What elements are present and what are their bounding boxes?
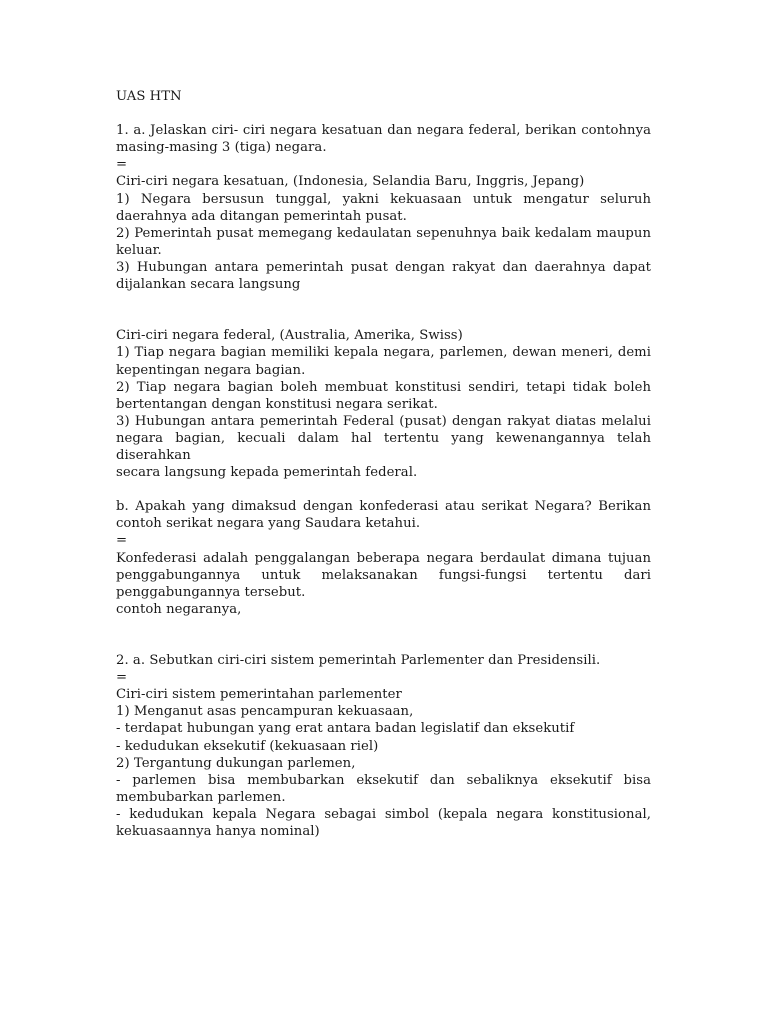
- federal-item-line: negara bagian, kecuali dalam hal tertentu yang kewenangannya telah diserahkan: [116, 430, 651, 463]
- q2a-question: 2. a. Sebutkan ciri-ciri sistem pemerintah Parlementer dan Presidensili.: [116, 653, 601, 669]
- q1a-equals: =: [116, 157, 128, 173]
- federal-item-line: 3) Hubungan antara pemerintah Federal (pusat) dengan rakyat diatas melalui: [116, 413, 651, 429]
- kesatuan-item-line: 2) Pemerintah pusat memegang kedaulatan sepenuhnya baik kedalam maupun: [116, 225, 651, 241]
- federal-item-line: 2) Tiap negara bagian boleh membuat konstitusi sendiri, tetapi tidak boleh: [116, 379, 651, 395]
- federal-item-line: secara langsung kepada pemerintah federal.: [116, 465, 418, 481]
- parlementer-item-line: - kedudukan eksekutif (kekuasaan riel): [116, 738, 379, 754]
- federal-heading: Ciri-ciri negara federal, (Australia, Amerika, Swiss): [116, 328, 463, 344]
- federal-item-line: bertentangan dengan konstitusi negara serikat.: [116, 396, 438, 412]
- q1b-answer-line: penggabungannya untuk melaksanakan fungsi-fungsi tertentu dari: [116, 567, 651, 583]
- document-page: [116, 88, 651, 840]
- parlementer-item-line: 1) Menganut asas pencampuran kekuasaan,: [116, 704, 414, 720]
- kesatuan-item-line: daerahnya ada ditangan pemerintah pusat.: [116, 208, 407, 224]
- q1b-question-line-2: contoh serikat negara yang Saudara ketahui.: [116, 516, 421, 532]
- q2a-equals: =: [116, 670, 128, 686]
- kesatuan-heading: Ciri-ciri negara kesatuan, (Indonesia, Selandia Baru, Inggris, Jepang): [116, 174, 585, 190]
- q1a-question-line-1: 1. a. Jelaskan ciri- ciri negara kesatuan dan negara federal, berikan contohnya: [116, 123, 651, 139]
- parlementer-item-line: 2) Tergantung dukungan parlemen,: [116, 755, 356, 771]
- federal-item-line: kepentingan negara bagian.: [116, 362, 306, 378]
- kesatuan-item-line: dijalankan secara langsung: [116, 277, 301, 293]
- parlementer-item-line: - terdapat hubungan yang erat antara badan legislatif dan eksekutif: [116, 721, 575, 737]
- q1b-answer-line: Konfederasi adalah penggalangan beberapa negara berdaulat dimana tujuan: [116, 550, 651, 566]
- q1a-question-line-2: masing-masing 3 (tiga) negara.: [116, 140, 327, 156]
- parlementer-item-line: - parlemen bisa membubarkan eksekutif dan sebaliknya eksekutif bisa: [116, 772, 651, 788]
- q1b-equals: =: [116, 533, 128, 549]
- kesatuan-item-line: keluar.: [116, 242, 162, 258]
- parlementer-heading: Ciri-ciri sistem pemerintahan parlementer: [116, 687, 402, 703]
- parlementer-item-line: - kedudukan kepala Negara sebagai simbol (kepala negara konstitusional,: [116, 806, 651, 822]
- parlementer-item-line: membubarkan parlemen.: [116, 789, 286, 805]
- kesatuan-item-line: 3) Hubungan antara pemerintah pusat dengan rakyat dan daerahnya dapat: [116, 259, 651, 275]
- document-title: UAS HTN: [116, 89, 182, 104]
- parlementer-item-line: kekuasaannya hanya nominal): [116, 824, 320, 840]
- q1b-question-line-1: b. Apakah yang dimaksud dengan konfederasi atau serikat Negara? Berikan: [116, 499, 651, 515]
- q1b-answer-line: contoh negaranya,: [116, 601, 242, 617]
- kesatuan-item-line: 1) Negara bersusun tunggal, yakni kekuasaan untuk mengatur seluruh: [116, 191, 651, 207]
- q1b-answer-line: penggabungannya tersebut.: [116, 584, 306, 600]
- federal-item-line: 1) Tiap negara bagian memiliki kepala negara, parlemen, dewan meneri, demi: [116, 345, 651, 361]
